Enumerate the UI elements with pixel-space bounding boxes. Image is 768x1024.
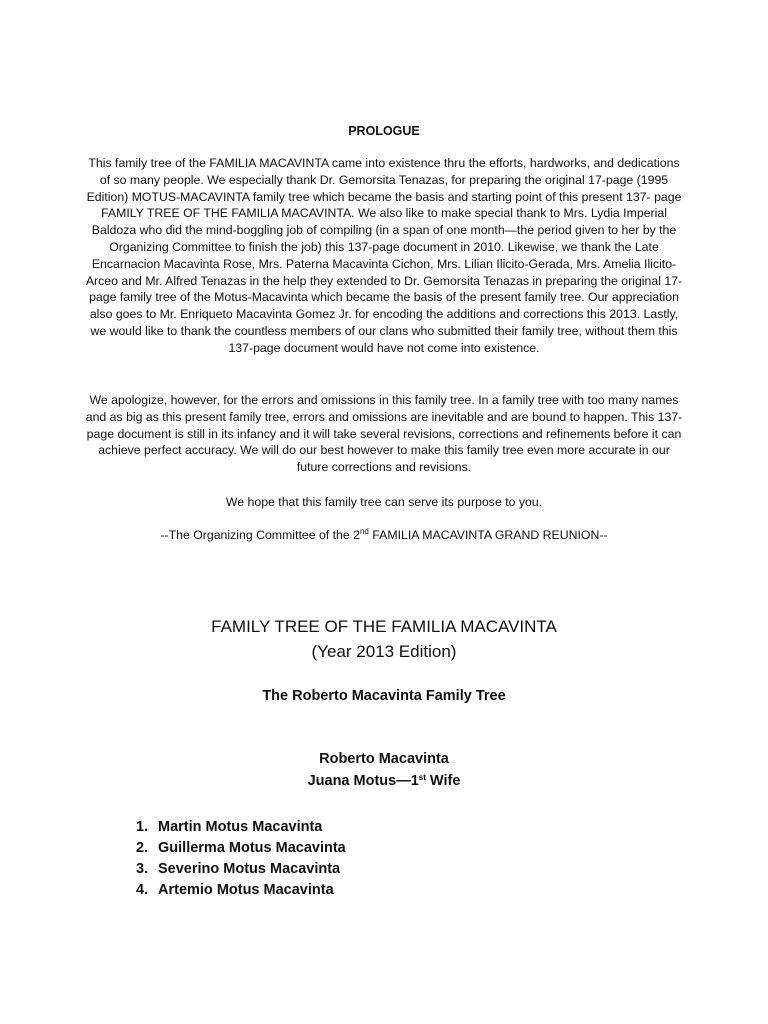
child-number: 2. [136,840,149,856]
signature-text-end: FAMILIA MACAVINTA GRAND REUNION-- [368,528,608,542]
child-list-item [136,859,346,880]
prologue-paragraph-hope: We hope that this family tree can serve its purpose to you. [225,495,543,509]
signature-text-start: --The Organizing Committee of the 2 [160,528,360,542]
first-wife-name [0,773,768,789]
prologue-paragraph-apology: We apologize, however, for the errors and omissions in this family tree. In a family tree with too many names and as big as this present family tree, errors and omissions are inevitable and are bound to happen. This 137-page document is still in its infancy and it will take several revisions, corrections and refinements before it can achieve perfect accuracy. We will do our best however to make this family tree even more accurate in our future corrections and revisions. [85,393,683,475]
child-name: Martin Motus Macavinta [158,819,323,835]
children-list [136,817,346,901]
prologue-paragraph-acknowledgements: This family tree of the FAMILIA MACAVINTA came into existence thru the efforts, hardworks, and dedications of so many people. We especially thank Dr. Gemorsita Tenazas, for preparing the original 17-page (1995 Edition) MOTUS-MACAVINTA family tree which became the basis and starting point of this present 137- page FAMILY TREE OF THE FAMILIA MACAVINTA. We also like to make special thank to Mrs. Lydia Imperial Baldoza who did the mind-boggling job of compiling (in a span of one month—the period given to her by the Organizing Committee to finish the job) this 137-page document in 2010. Likewise, we thank the Late Encarnacion Macavinta Rose, Mrs. Paterna Macavinta Cichon, Mrs. Lilian Ilicito-Gerada, Mrs. Amelia Ilicito-Arceo and Mr. Alfred Tenazas in the help they extended to Dr. Gemorsita Tenazas in preparing the original 17-page family tree of the Motus-Macavinta which became the basis of the present family tree. Our appreciation also goes to Mr. Enriqueto Macavinta Gomez Jr. for encoding the additions and corrections this 2013. Lastly, we would like to thank the countless members of our clans who submitted their family tree, without them this 137-page document would have not come into existence. [85,156,683,355]
child-name: Guillerma Motus Macavinta [158,840,346,856]
child-number: 4. [136,882,149,898]
wife-text-start: Juana Motus—1 [307,773,419,789]
child-list-item [136,880,346,901]
child-number: 3. [136,861,149,877]
wife-text-end: Wife [425,773,461,789]
family-tree-subtitle: The Roberto Macavinta Family Tree [262,688,506,704]
child-name: Artemio Motus Macavinta [158,882,334,898]
prologue-signature [84,527,684,544]
child-list-item [136,817,346,838]
child-number: 1. [136,819,149,835]
patriarch-name: Roberto Macavinta [319,751,449,767]
wife-ordinal-suffix: st [418,773,426,782]
family-tree-edition: (Year 2013 Edition) [311,642,457,661]
signature-ordinal-suffix: nd [359,527,369,536]
prologue-heading: PROLOGUE [348,124,420,138]
child-list-item [136,838,346,859]
family-tree-title: FAMILY TREE OF THE FAMILIA MACAVINTA [211,617,557,636]
child-name: Severino Motus Macavinta [158,861,341,877]
